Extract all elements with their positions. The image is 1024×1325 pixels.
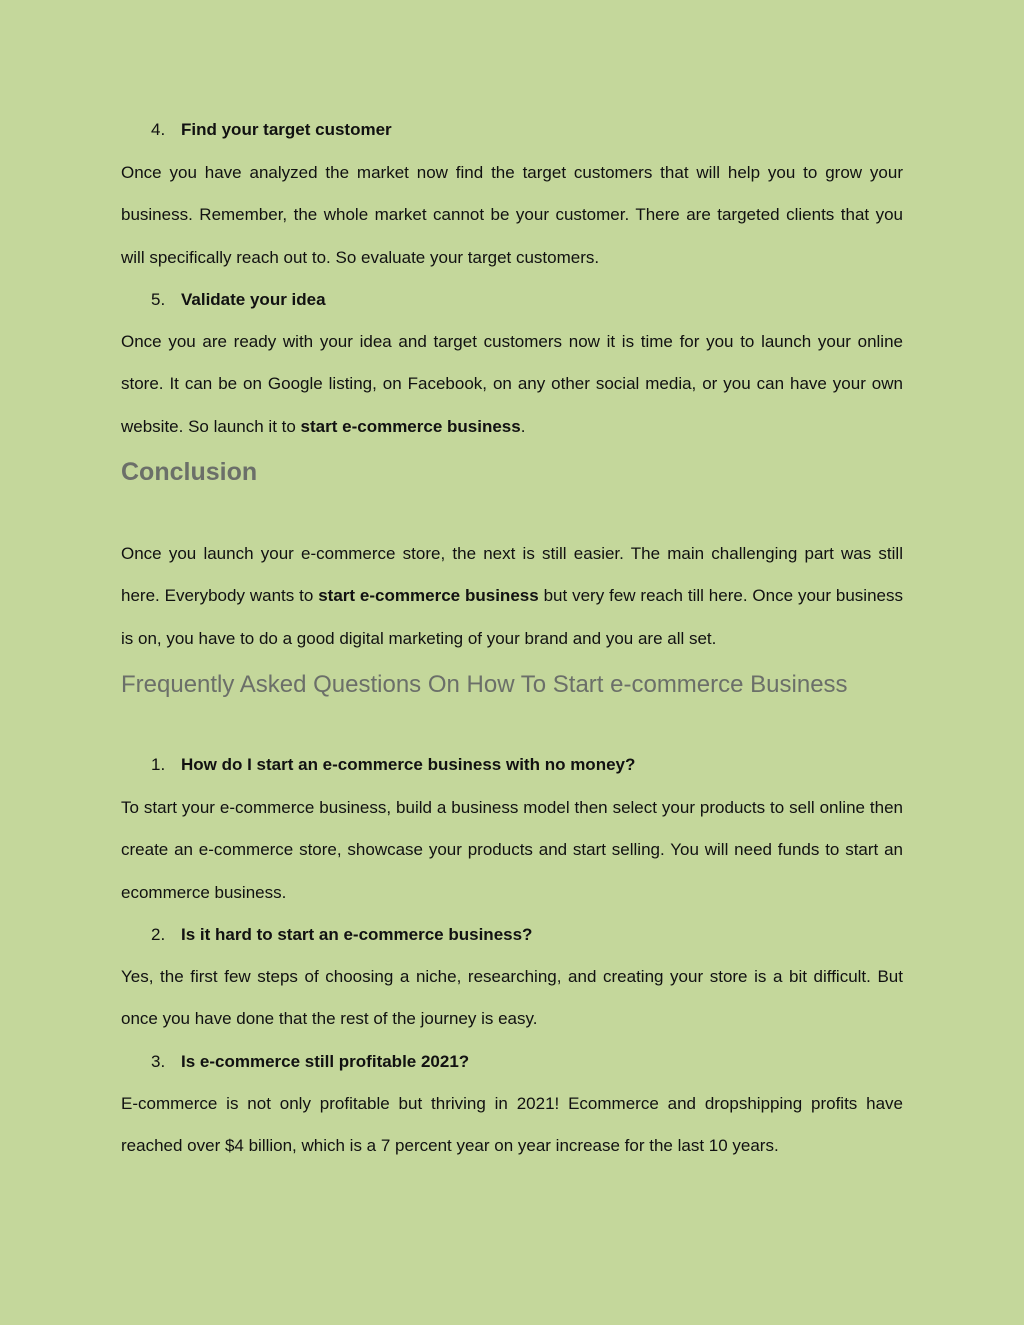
faq-question-1 bbox=[151, 755, 635, 775]
bold-keyword: start e-commerce business bbox=[300, 416, 521, 436]
heading-text: Find your target customer bbox=[181, 120, 392, 139]
list-number: 4. bbox=[151, 120, 166, 139]
paragraph-conclusion bbox=[121, 533, 903, 660]
faq-question-2 bbox=[151, 925, 532, 945]
question-text: How do I start an e-commerce business with no money? bbox=[181, 755, 636, 774]
paragraph-target-customer: Once you have analyzed the market now find the target customers that will help you to grow your business. Remember, the whole market cannot be your customer. There are targeted clients that you will specifically reach out to. So evaluate your target customers. bbox=[121, 163, 903, 267]
list-number: 5. bbox=[151, 290, 166, 309]
question-text: Is e-commerce still profitable 2021? bbox=[181, 1052, 470, 1071]
bold-keyword: start e-commerce business bbox=[318, 586, 539, 606]
text-run: Once you are ready with your idea and target customers now it is time for you to launch your online store. It can be on Google listing, on Facebook, on any other social media, or you can have your own website. So launch it to bbox=[121, 332, 903, 436]
faq-question-3 bbox=[151, 1052, 469, 1072]
list-number: 3. bbox=[151, 1052, 166, 1071]
text-run: but very few reach till here. Once your business is on, you have to do a good digital marketing of your brand and you are all set. bbox=[121, 586, 903, 648]
conclusion-heading: Conclusion bbox=[121, 458, 258, 486]
question-text: Is it hard to start an e-commerce business? bbox=[181, 925, 533, 944]
heading-text: Validate your idea bbox=[181, 290, 326, 309]
faq-answer-2: Yes, the first few steps of choosing a niche, researching, and creating your store is a bit difficult. But once you have done that the rest of the journey is easy. bbox=[121, 967, 903, 1029]
faq-heading: Frequently Asked Questions On How To Start e-commerce Business bbox=[121, 671, 848, 698]
paragraph-validate-idea bbox=[121, 321, 903, 448]
list-number: 2. bbox=[151, 925, 166, 944]
text-run: . bbox=[520, 416, 526, 436]
list-heading-target-customer bbox=[151, 120, 392, 140]
list-number: 1. bbox=[151, 755, 166, 774]
faq-answer-3: E-commerce is not only profitable but thriving in 2021! Ecommerce and dropshipping profits have reached over $4 billion, which is a 7 percent year on year increase for the last 10 years. bbox=[121, 1094, 903, 1156]
faq-answer-1: To start your e-commerce business, build a business model then select your products to sell online then create an e-commerce store, showcase your products and start selling. You will need funds to start an ecommerce business. bbox=[121, 798, 903, 902]
text-run: Once you launch your e-commerce store, the next is still easier. The main challenging part was still here. Everybody wants to bbox=[121, 544, 903, 606]
list-heading-validate-idea bbox=[151, 290, 326, 310]
